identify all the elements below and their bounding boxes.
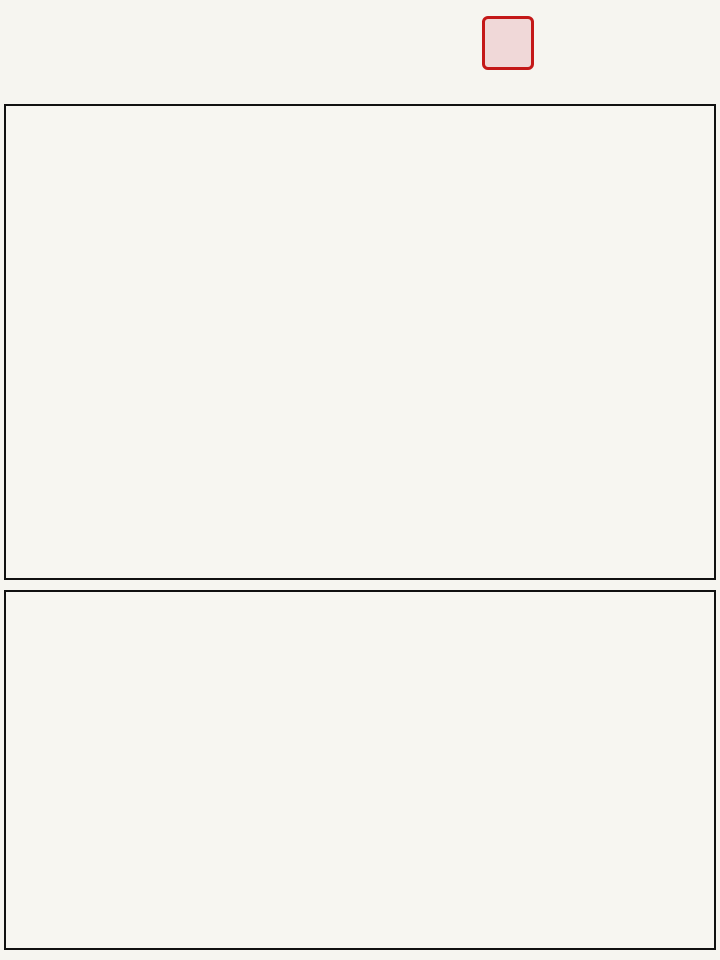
chart-grid (4, 104, 716, 580)
yearly-grid (4, 590, 716, 950)
seal-stamp (482, 16, 534, 70)
header-info (10, 8, 14, 25)
brand-logo (478, 8, 718, 72)
gender-line (10, 8, 14, 25)
